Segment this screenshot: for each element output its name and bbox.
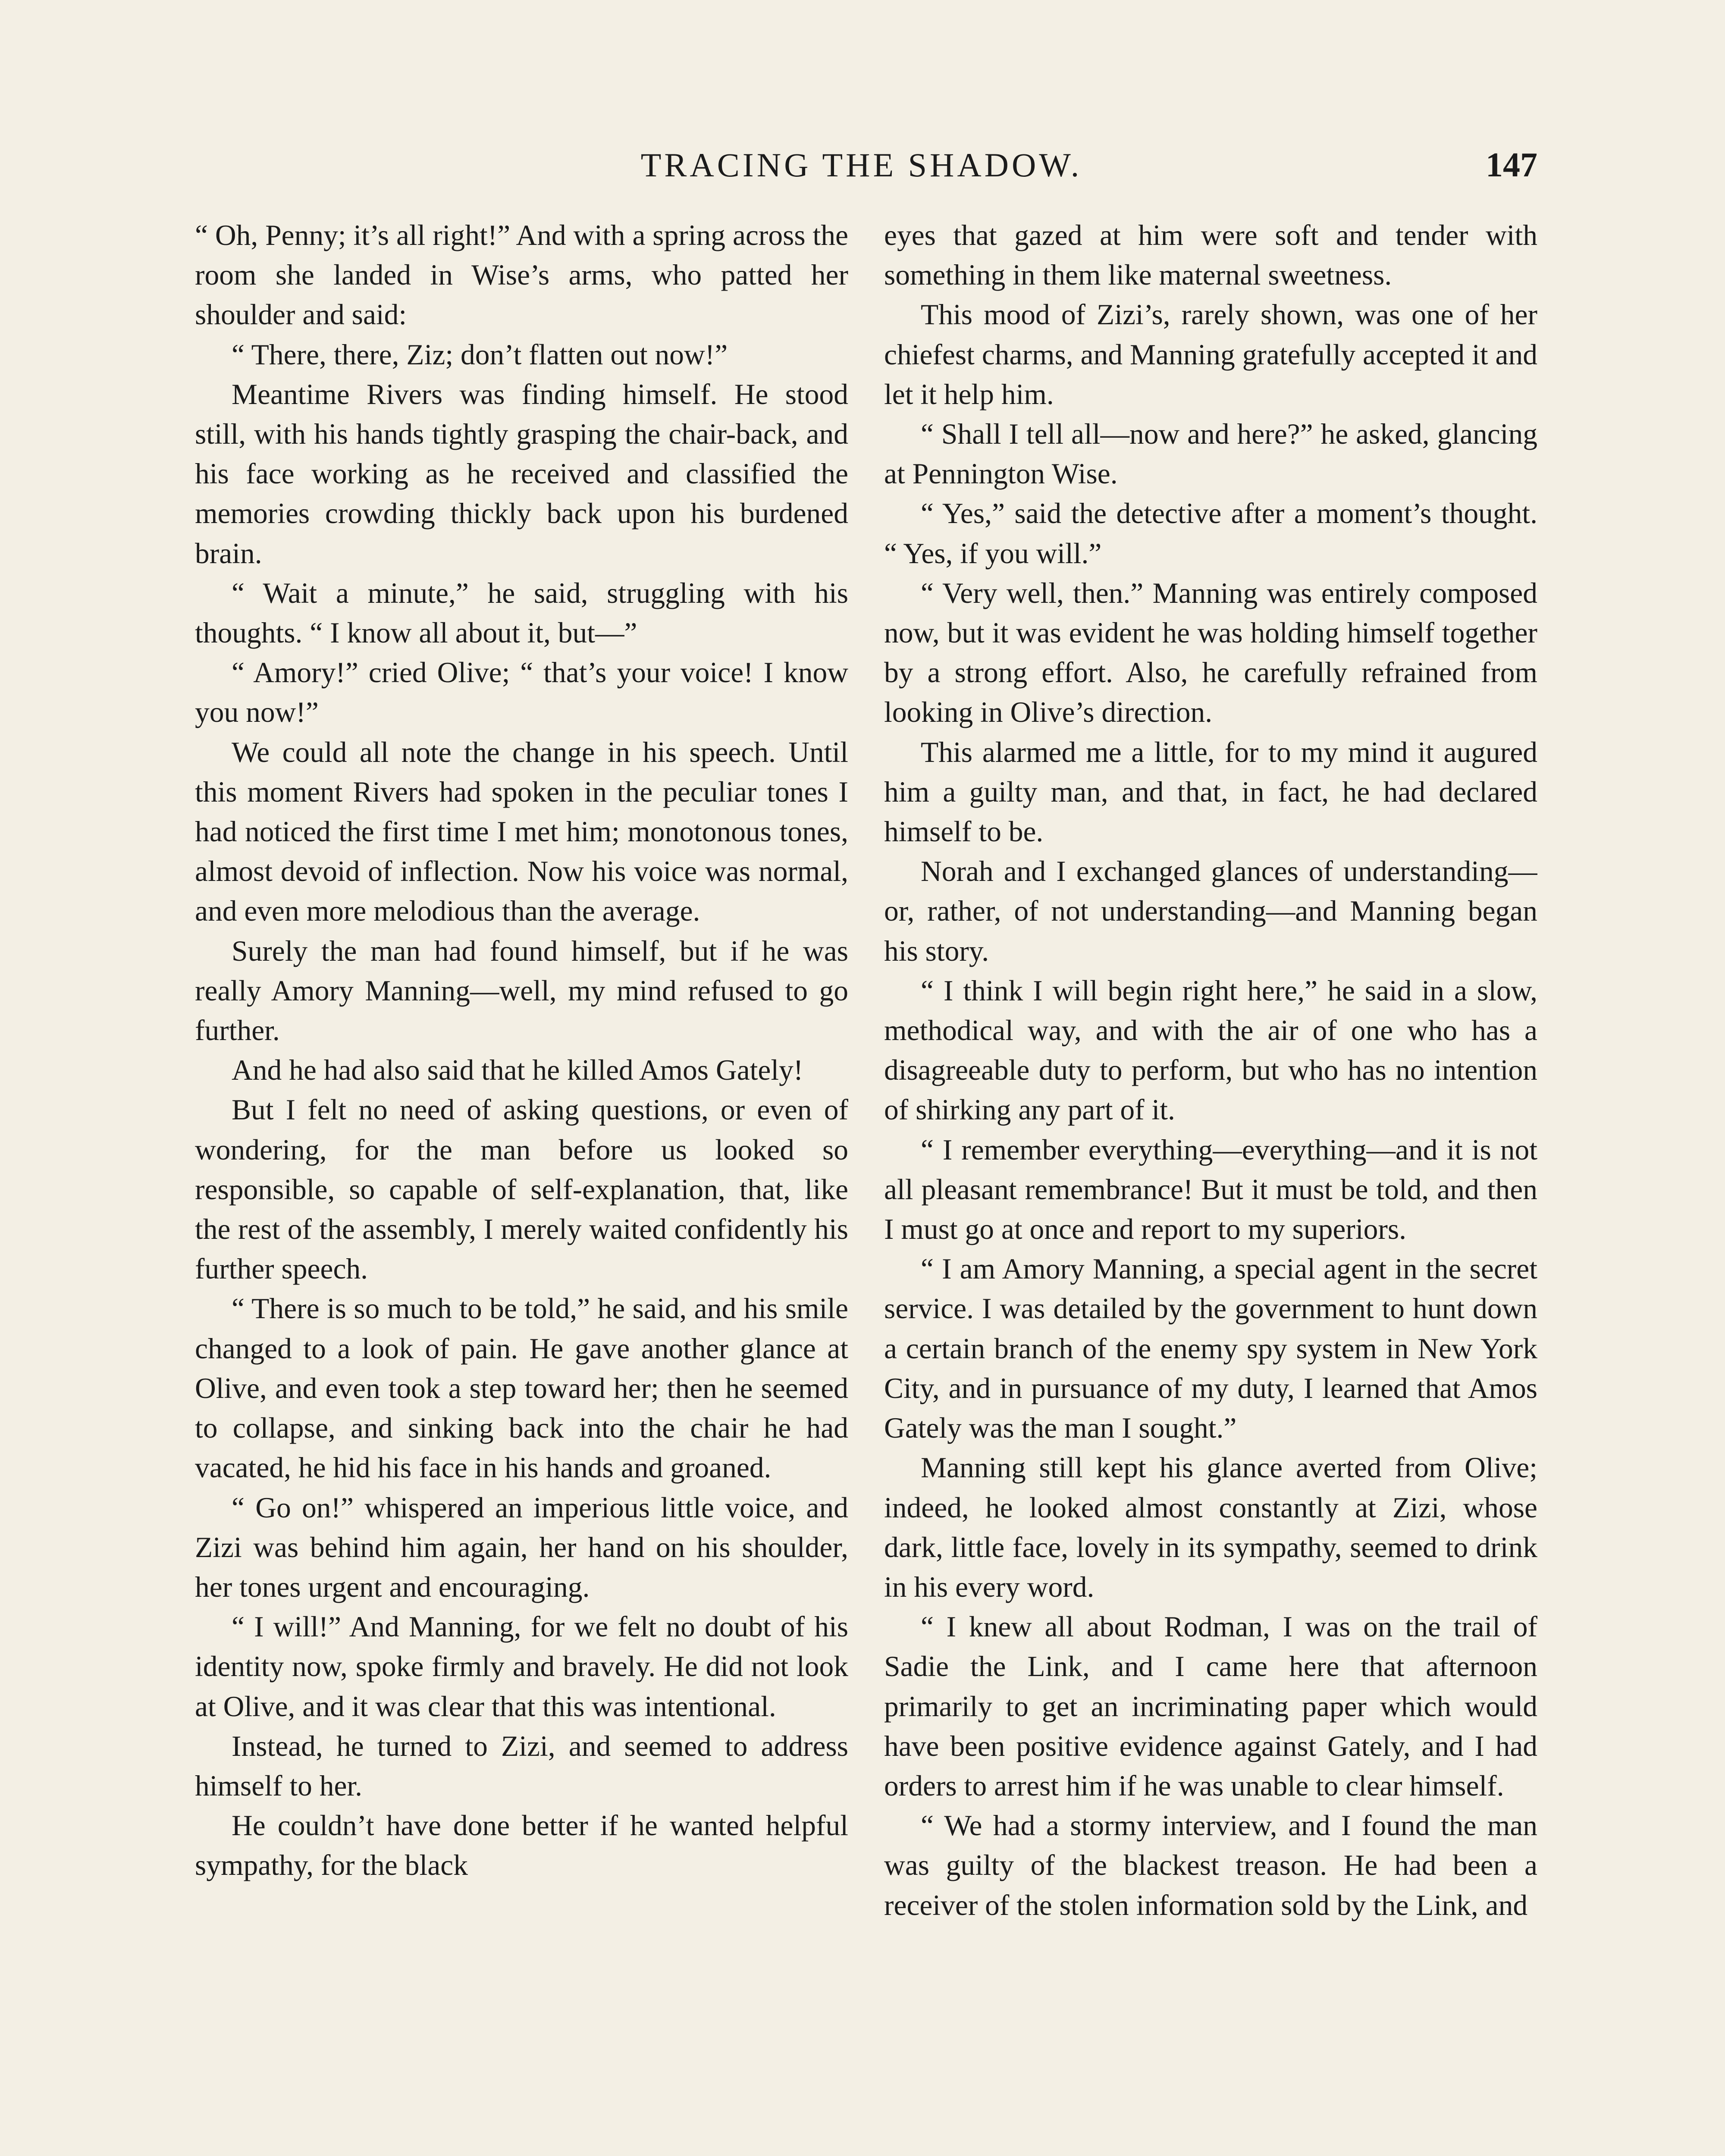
paragraph: eyes that gazed at him were soft and tender with something in them like maternal sweetness. — [884, 219, 1537, 291]
paragraph: “ We had a stormy interview, and I found the man was guilty of the blackest treason. He had been a receiver of the stolen information sold by the Link, and — [884, 1809, 1537, 1921]
paragraph: Meantime Rivers was finding himself. He stood still, with his hands tightly grasping the chair-back, and his face working as he received and classified the memories crowding thickly back upon his burdened brain. — [195, 378, 848, 570]
paragraph: “ I knew all about Rodman, I was on the trail of Sadie the Link, and I came here that afternoon primarily to get an incriminating paper which would have been positive evidence against Gately, and I had orders to arrest him if he was unable to clear himself. — [884, 1611, 1537, 1802]
paragraph: “ Go on!” whispered an imperious little voice, and Zizi was behind him again, her hand on his shoulder, her tones urgent and encouraging. — [195, 1491, 848, 1603]
paragraph: “ I will!” And Manning, for we felt no doubt of his identity now, spoke firmly and bravely. He did not look at Olive, and it was clear that this was intentional. — [195, 1611, 848, 1723]
left-text-column — [195, 216, 848, 2156]
paragraph: “ There is so much to be told,” he said, and his smile changed to a look of pain. He gave another glance at Olive, and even took a step toward her; then he seemed to collapse, and sinking back into the chair he had vacated, he hid his face in his hands and groaned. — [195, 1292, 848, 1484]
running-title: TRACING THE SHADOW. — [640, 146, 1082, 184]
paragraph: He couldn’t have done better if he wanted helpful sympathy, for the black — [195, 1809, 848, 1882]
paragraph: “ Shall I tell all—now and here?” he asked, glancing at Pennington Wise. — [884, 418, 1537, 490]
paragraph: “ I think I will begin right here,” he said in a slow, methodical way, and with the air of one who has a disagreeable duty to perform, but who has no intention of shirking any part of it. — [884, 974, 1537, 1126]
page-header — [185, 137, 1537, 193]
right-text-column — [884, 216, 1537, 2156]
paragraph: This alarmed me a little, for to my mind it augured him a guilty man, and that, in fact, he had declared himself to be. — [884, 736, 1537, 848]
page-number: 147 — [1486, 146, 1537, 184]
paragraph: “ Amory!” cried Olive; “ that’s your voice! I know you now!” — [195, 656, 848, 729]
paragraph: Surely the man had found himself, but if he was really Amory Manning—well, my mind refused to go further. — [195, 934, 848, 1047]
paragraph: “ Oh, Penny; it’s all right!” And with a spring across the room she landed in Wise’s arms, who patted her shoulder and said: — [195, 219, 848, 331]
paragraph: “ Yes,” said the detective after a moment’s thought. “ Yes, if you will.” — [884, 497, 1537, 570]
paragraph: But I felt no need of asking questions, or even of wondering, for the man before us looked so responsible, so capable of self-explanation, that, like the rest of the assembly, I merely waited confidently his further speech. — [195, 1094, 848, 1285]
paragraph: Instead, he turned to Zizi, and seemed to address himself to her. — [195, 1730, 848, 1802]
paragraph: And he had also said that he killed Amos Gately! — [232, 1054, 803, 1087]
paragraph: We could all note the change in his speech. Until this moment Rivers had spoken in the peculiar tones I had noticed the first time I met him; monotonous tones, almost devoid of inflection. Now his voice was normal, and even more melodious than the average. — [195, 736, 848, 928]
paragraph: “ Wait a minute,” he said, struggling with his thoughts. “ I know all about it, but—” — [195, 577, 848, 649]
paragraph: “ There, there, Ziz; don’t flatten out now!” — [232, 338, 728, 371]
paragraph: “ I am Amory Manning, a special agent in the secret service. I was detailed by the government to hunt down a certain branch of the enemy spy system in New York City, and in pursuance of my duty, I learned that Amos Gately was the man I sought.” — [884, 1253, 1537, 1445]
paragraph: This mood of Zizi’s, rarely shown, was one of her chiefest charms, and Manning gratefully accepted it and let it help him. — [884, 298, 1537, 411]
paragraph: Manning still kept his glance averted from Olive; indeed, he looked almost constantly at Zizi, whose dark, little face, lovely in its sympathy, seemed to drink in his every word. — [884, 1451, 1537, 1603]
paragraph: “ I remember everything—everything—and it is not all pleasant remembrance! But it must be told, and then I must go at once and report to my superiors. — [884, 1133, 1537, 1246]
paragraph: Norah and I exchanged glances of understanding—or, rather, of not understanding—and Manning began his story. — [884, 855, 1537, 967]
paragraph: “ Very well, then.” Manning was entirely composed now, but it was evident he was holding himself together by a strong effort. Also, he carefully refrained from looking in Olive’s direction. — [884, 577, 1537, 729]
